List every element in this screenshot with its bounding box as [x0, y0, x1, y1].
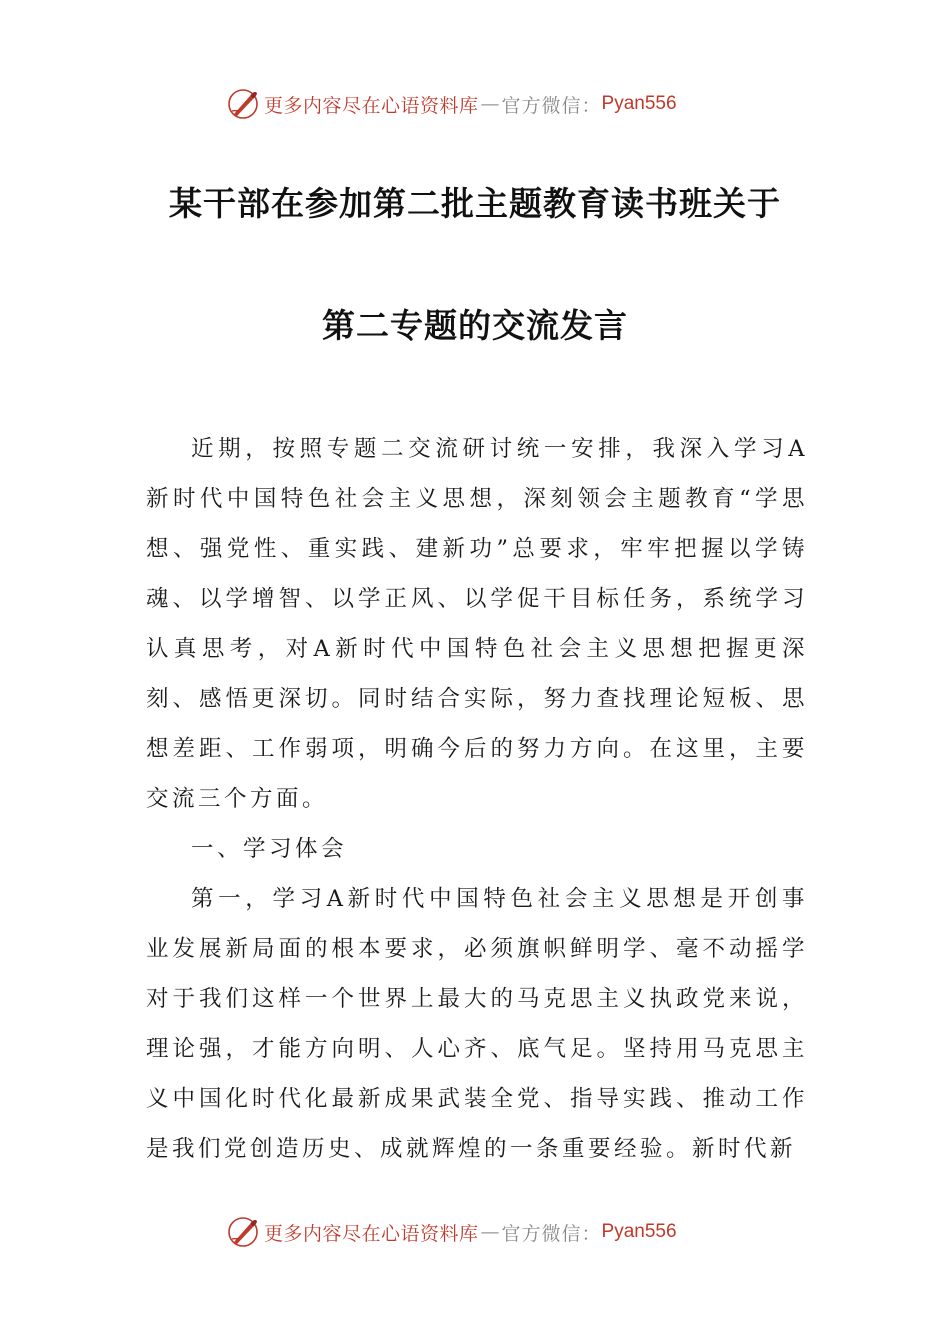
watermark-dash: — — [480, 1221, 500, 1243]
watermark-text: 更多内容尽在心语资料库 — [264, 94, 479, 117]
intro-paragraph: 近期，按照专题二交流研讨统一安排，我深入学习A新时代中国特色社会主义思想，深刻领会主题教育“学思想、强党性、重实践、建新功”总要求，牢牢把握以学铸魂、以学增智、以学正风、以学促干目标任务，系统学习认真思考，对A新时代中国特色社会主义思想把握更深刻、感悟更深切。同时结合实际，努力查找理论短板、思想差距、工作弱项，明确今后的努力方向。在这里，主要交流三个方面。 — [146, 436, 808, 812]
wechat-label: 官方微信： — [501, 94, 602, 117]
document-body — [146, 424, 808, 1174]
watermark-banner-bottom — [226, 1212, 677, 1252]
section-heading: 一、学习体会 — [191, 836, 348, 862]
wechat-id: Pyan556 — [601, 93, 677, 114]
watermark-dash: — — [480, 93, 500, 115]
document-title-line-1: 某干部在参加第二批主题教育读书班关于 — [169, 184, 781, 223]
quill-pen-logo-icon — [226, 87, 260, 121]
wechat-id: Pyan556 — [601, 1221, 677, 1242]
quill-pen-logo-icon — [226, 1215, 260, 1249]
document-title-line-2: 第二专题的交流发言 — [322, 306, 628, 345]
watermark-banner-top — [226, 84, 677, 124]
body-paragraph: 第一，学习A新时代中国特色社会主义思想是开创事业发展新局面的根本要求，必须旗帜鲜明学、毫不动摇学对于我们这样一个世界上最大的马克思主义执政党来说，理论强，才能方向明、人心齐、底气足。坚持用马克思主义中国化时代化最新成果武装全党、指导实践、推动工作是我们党创造历史、成就辉煌的一条重要经验。新时代新 — [146, 886, 808, 1162]
wechat-label: 官方微信： — [501, 1222, 602, 1245]
watermark-text: 更多内容尽在心语资料库 — [264, 1222, 479, 1245]
